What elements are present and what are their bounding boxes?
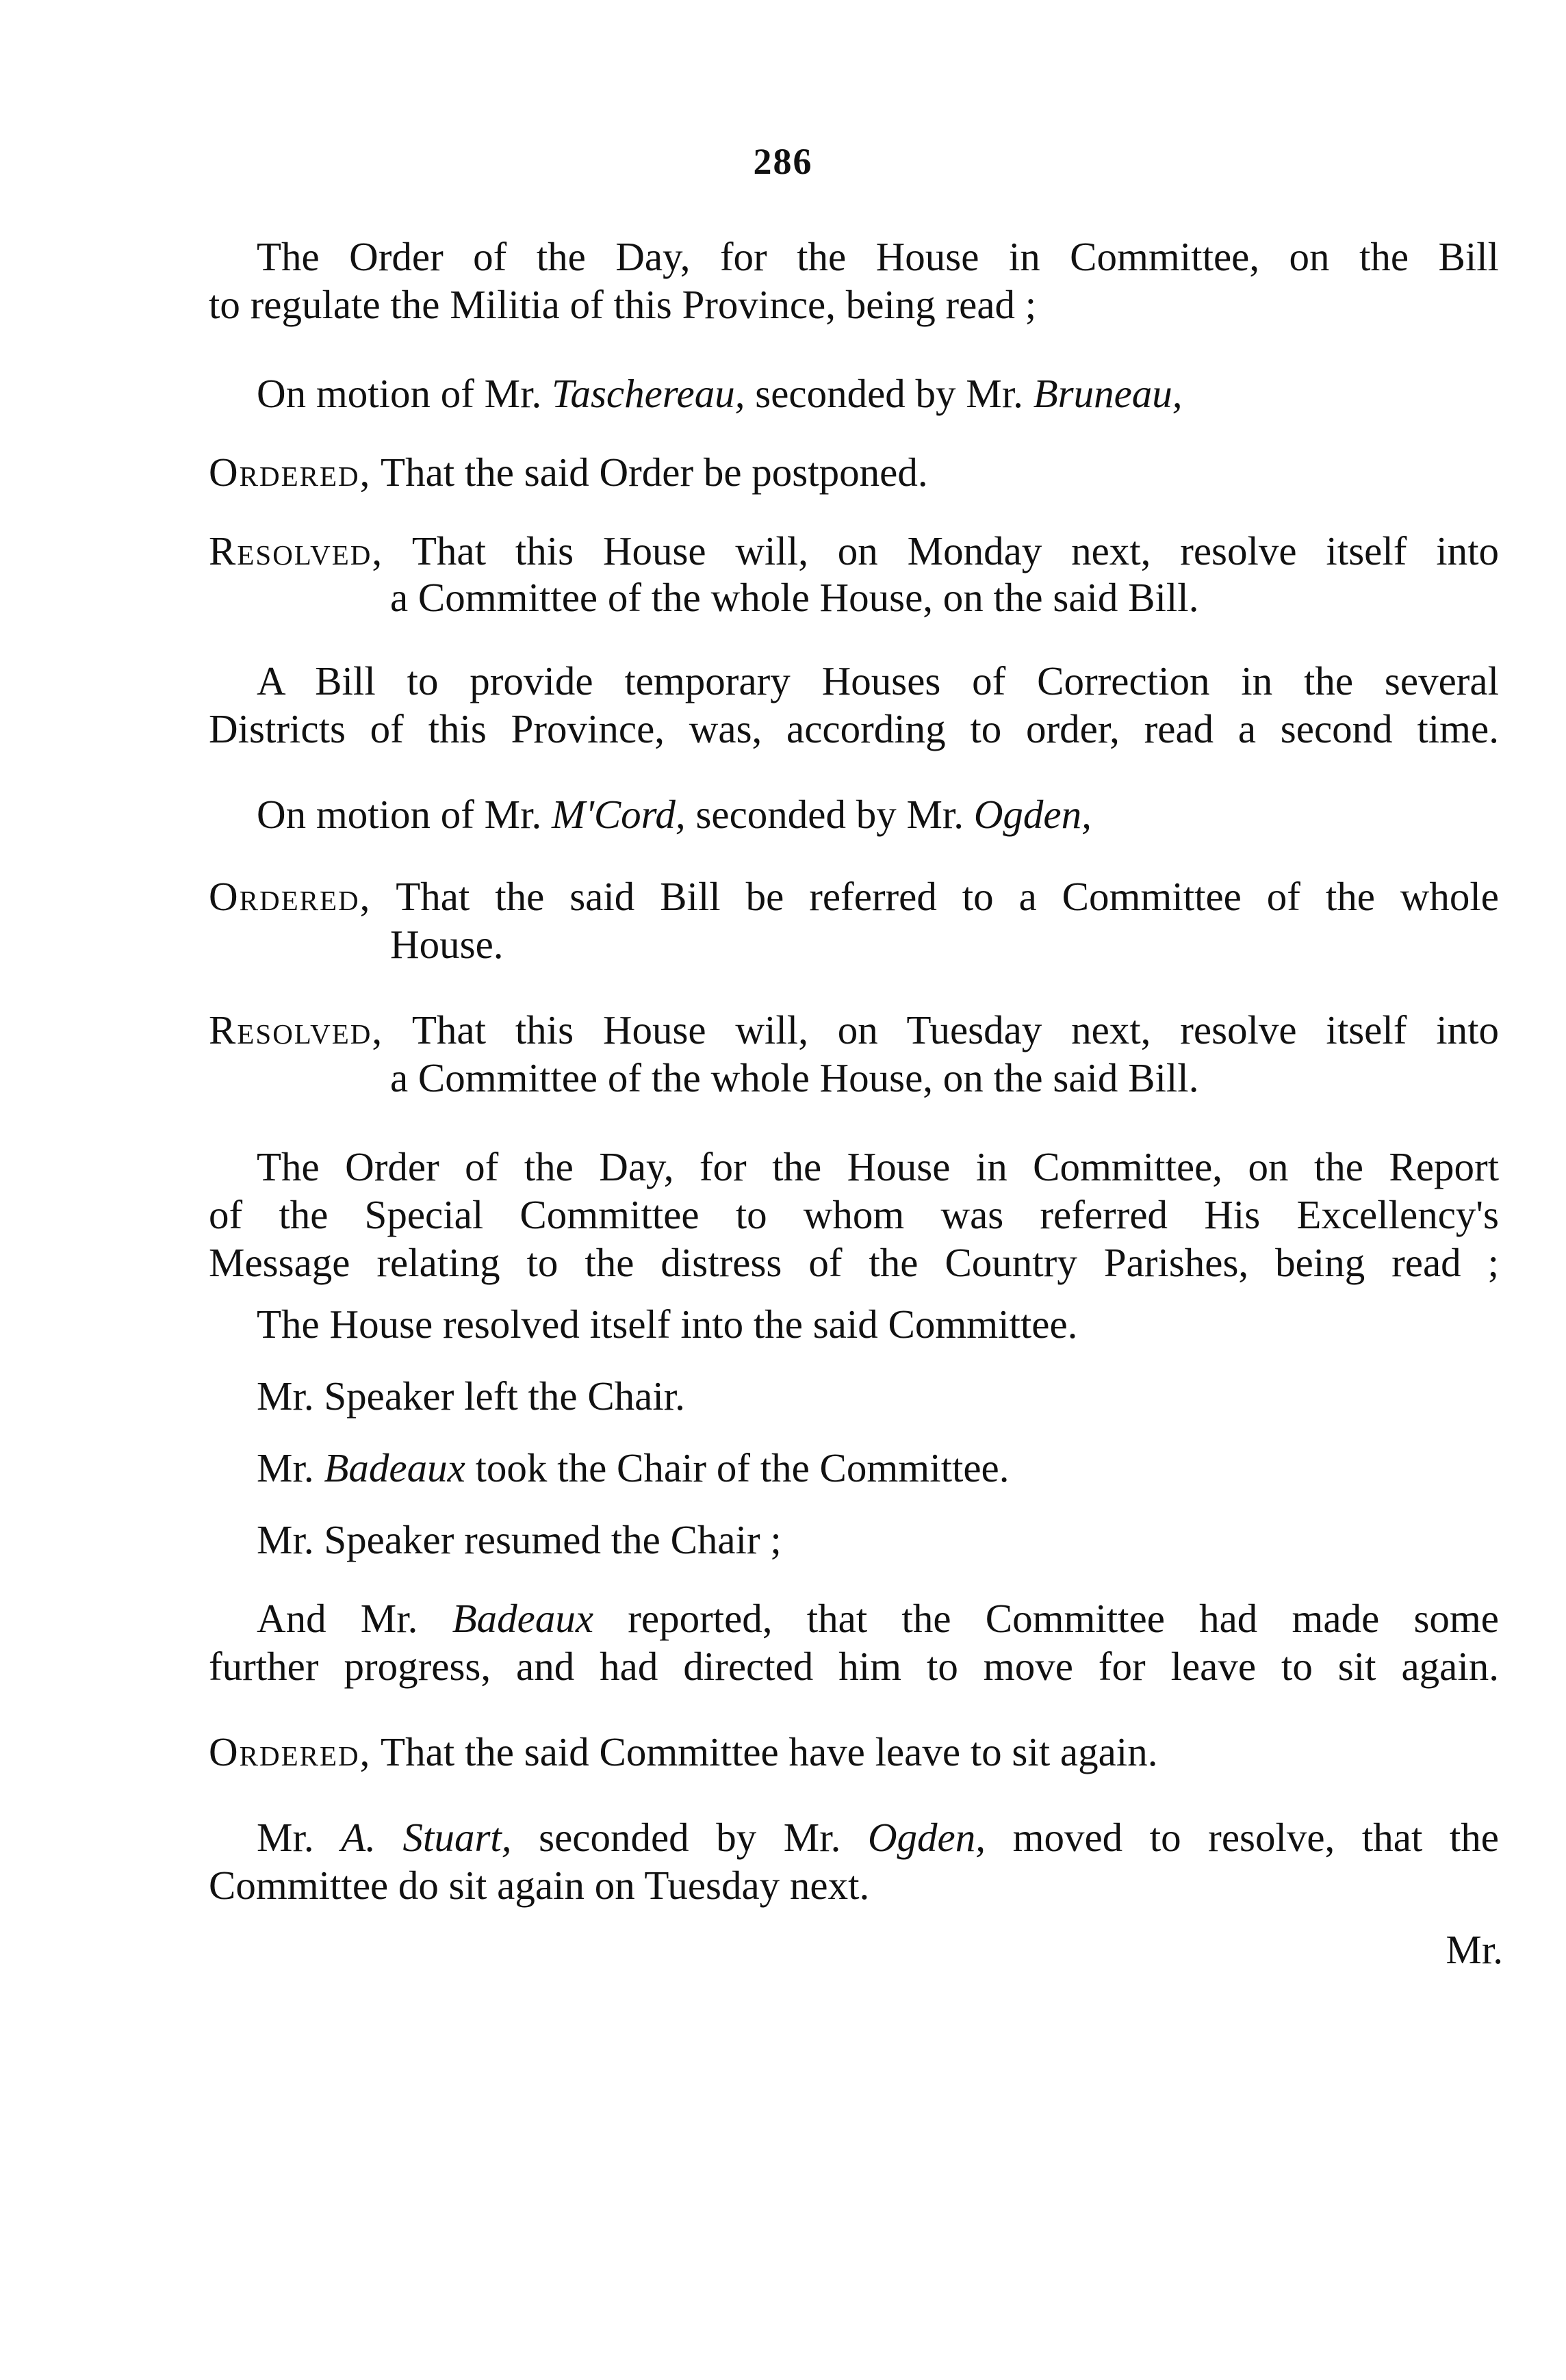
text-line: Ordered, That the said Committee have leave to sit again. (209, 1729, 1158, 1774)
text-line: Message relating to the distress of the Country Parishes, being read ; (209, 1240, 1499, 1285)
text-line: On motion of Mr. Taschereau, seconded by Mr. Bruneau, (257, 371, 1183, 416)
paragraph-militia-order (209, 233, 1499, 328)
text-line: Ordered, That the said Bill be referred to a Committee of the whole (209, 874, 1499, 919)
paragraph-badeaux-reported (209, 1594, 1499, 1690)
paragraph-speaker-resumed (209, 1516, 1499, 1564)
paragraph-resolved-tuesday (209, 1006, 1499, 1102)
text-line: a Committee of the whole House, on the said Bill. (390, 1055, 1199, 1100)
text-line: a Committee of the whole House, on the said Bill. (390, 575, 1199, 620)
text-line: The House resolved itself into the said Committee. (257, 1302, 1078, 1347)
text-line: Mr. Speaker resumed the Chair ; (257, 1517, 782, 1562)
paragraph-ordered-referred (209, 872, 1499, 968)
paragraph-houses-of-correction (209, 657, 1499, 753)
paragraph-special-committee-report (209, 1143, 1499, 1286)
paragraph-motion-mcord (209, 790, 1499, 838)
text-line: On motion of Mr. M'Cord, seconded by Mr. Ogden, (257, 792, 1092, 837)
text-line: Mr. Badeaux took the Chair of the Committee. (257, 1445, 1010, 1490)
text-line: Districts of this Province, was, according to order, read a second time. (209, 706, 1499, 751)
paragraph-speaker-left (209, 1372, 1499, 1420)
text-line: Mr. A. Stuart, seconded by Mr. Ogden, moved to resolve, that the (257, 1815, 1499, 1860)
text-line: And Mr. Badeaux reported, that the Committee had made some (257, 1596, 1499, 1641)
text-line: further progress, and had directed him to move for leave to sit again. (209, 1644, 1499, 1689)
catchword: Mr. (1446, 1927, 1503, 1972)
paragraph-resolved-monday (209, 527, 1499, 621)
text-line: House. (390, 922, 504, 967)
paragraph-badeaux-chair (209, 1444, 1499, 1492)
paragraph-ordered-postponed (209, 448, 1499, 496)
text-line: The Order of the Day, for the House in Committee, on the Bill (257, 234, 1499, 279)
text-line: Resolved, That this House will, on Tuesday next, resolve itself into (209, 1007, 1499, 1052)
text-line: Ordered, That the said Order be postponed. (209, 450, 928, 495)
text-line: Mr. Speaker left the Chair. (257, 1373, 685, 1419)
paragraph-house-resolved (209, 1300, 1499, 1348)
page-number: 286 (753, 141, 813, 182)
text-line: Resolved, That this House will, on Monday next, resolve itself into (209, 528, 1499, 573)
paragraph-ordered-leave (209, 1728, 1499, 1776)
text-line: to regulate the Militia of this Province, being read ; (209, 282, 1037, 327)
text-line: The Order of the Day, for the House in Committee, on the Report (257, 1144, 1499, 1189)
text-line: A Bill to provide temporary Houses of Correction in the several (257, 658, 1499, 703)
text-line: Committee do sit again on Tuesday next. (209, 1863, 870, 1908)
text-line: of the Special Committee to whom was referred His Excellency's (209, 1192, 1499, 1237)
paragraph-stuart-motion (209, 1813, 1499, 1909)
paragraph-motion-taschereau (209, 370, 1499, 417)
